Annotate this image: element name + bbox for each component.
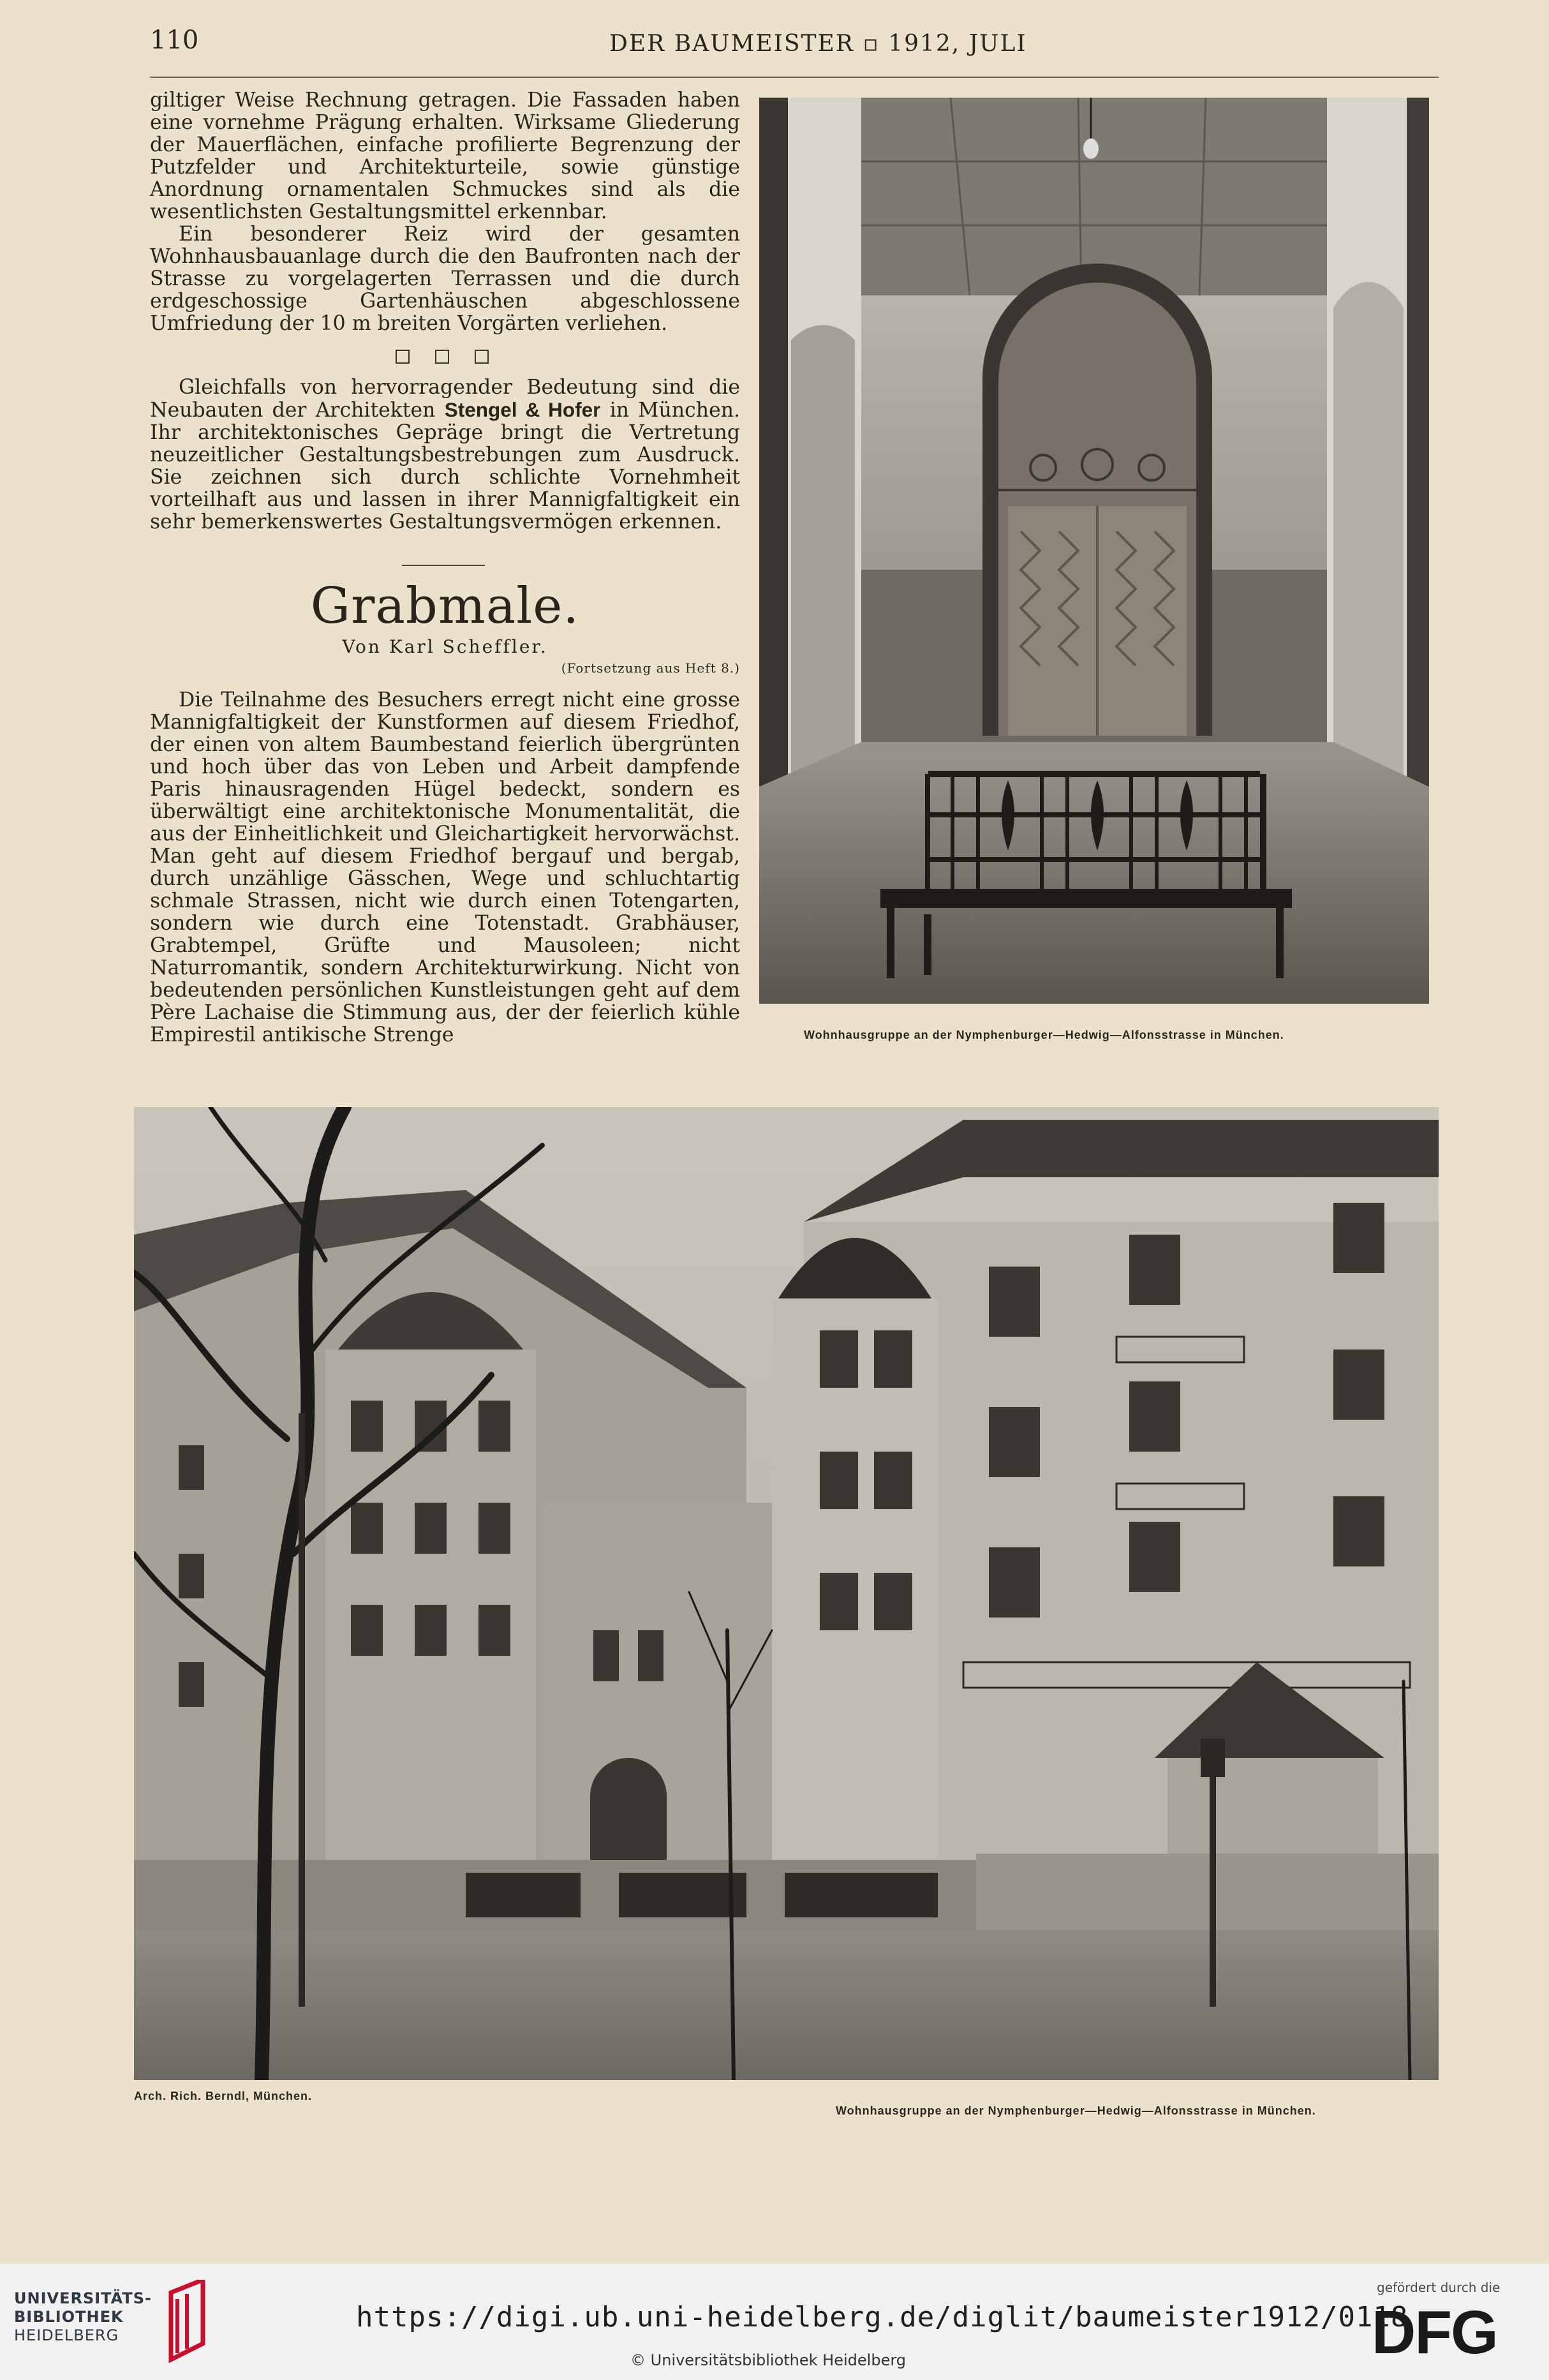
separator-box [396, 350, 410, 364]
funding-note: gefördert durch die [1377, 2280, 1501, 2295]
page-header [150, 26, 1439, 70]
copyright-notice: © Universitätsbibliothek Heidelberg [630, 2351, 907, 2369]
photo-entrance-arcade [759, 98, 1429, 1004]
article-body: Die Teilnahme des Besuchers erregt nicht eine grosse Mannigfaltigkeit der Kunstformen auf diesem Friedhof, der einen von altem Baumbestand feierlich übergrünten und hoch über das von Leben und Arbeit dampfende Paris hinausragenden Hügel bedeckt, sondern es überwältigt eine architektonische Monumentalität, die aus der Einheitlichkeit und Gleichartigkeit hervorwächst. Man geht auf diesem Friedhof bergauf und bergab, durch unzählige Gässchen, Wege und schluchtartig schmale Strassen, nicht wie durch einen Totengarten, sondern wie durch eine Totenstadt. Grabhäuser, Grabtempel, Grüfte und Mausoleen; nicht Naturromantik, sondern Architekturwirkung. Nicht von bedeutenden persönlichen Kunstleistungen geht auf dem Père Lachaise die Stimmung aus, der der feierlich kühle Empirestil antikische Strenge [150, 688, 740, 1046]
section-separator [396, 350, 489, 364]
continuation-note: (Fortsetzung aus Heft 8.) [561, 660, 740, 676]
article-byline: Von Karl Scheffler. [342, 636, 548, 657]
separator-box [475, 350, 489, 364]
text-column-article [150, 689, 740, 1046]
text-column-top [150, 89, 740, 335]
permalink-url[interactable]: https://digi.ub.uni-heidelberg.de/diglit/baumeister1912/0118 [356, 2301, 1409, 2333]
paragraph-stengel-hofer [150, 376, 740, 533]
library-logo-icon [158, 2280, 216, 2363]
street-illustration [134, 1107, 1439, 2080]
entrance-illustration [759, 98, 1429, 1004]
library-line: HEIDELBERG [14, 2326, 119, 2344]
separator-box [435, 350, 449, 364]
running-title: DER BAUMEISTER ▫ 1912, JULI [609, 31, 1027, 57]
paragraph-facades: giltiger Weise Rechnung getragen. Die Fassaden haben eine vornehme Prägung erhalten. Wirksame Gliederung der Mauerflächen, einfache profilierte Begrenzung der Putzfelder und Architekturteile, sowie günstige Anordnung ornamentalen Schmuckes sind als die wesentlichsten Gestaltungsmittel erkennbar. [150, 89, 740, 223]
library-name [14, 2289, 152, 2345]
architect-name: Stengel & Hofer [444, 398, 601, 421]
library-line: UNIVERSITÄTS- [14, 2289, 152, 2307]
header-rule [150, 77, 1439, 78]
page-number: 110 [150, 26, 199, 55]
text-column-middle [150, 376, 740, 533]
article-title: Grabmale. [310, 577, 580, 635]
paragraph-text: Gleichfalls von hervorragender Bedeutung sind die Neubauten der Architekten [150, 376, 740, 422]
dfg-logo: DFG [1372, 2298, 1497, 2367]
caption-photo-top: Wohnhausgruppe an der Nymphenburger—Hedwig—Alfonsstrasse in München. [804, 1029, 1284, 1041]
paragraph-text: in München. Ihr architektonisches Gepräge bringt die Vertretung neuzeitlicher Gestaltungsbestrebungen zum Ausdruck. Sie zeichnen sich durch schlichte Vornehmheit vorteilhaft aus und lassen in ihrer Mannigfaltigkeit ein sehr bemerkenswertes Gestaltungsvermögen erkennen. [150, 399, 741, 533]
caption-photo-bottom: Wohnhausgruppe an der Nymphenburger—Hedwig—Alfonsstrasse in München. [836, 2104, 1316, 2117]
paragraph-terraces: Ein besonderer Reiz wird der gesamten Wohnhausbauanlage durch die den Baufronten nach der Strasse zu vorgelagerten Terrassen und die durch erdgeschossige Gartenhäuschen abgeschlossene Umfriedung der 10 m breiten Vorgärten verliehen. [150, 223, 740, 335]
caption-architect: Arch. Rich. Berndl, München. [134, 2090, 313, 2102]
section-rule [402, 565, 485, 566]
library-line: BIBLIOTHEK [14, 2308, 124, 2326]
digitization-footer [0, 2264, 1549, 2380]
photo-apartment-buildings [134, 1107, 1439, 2080]
